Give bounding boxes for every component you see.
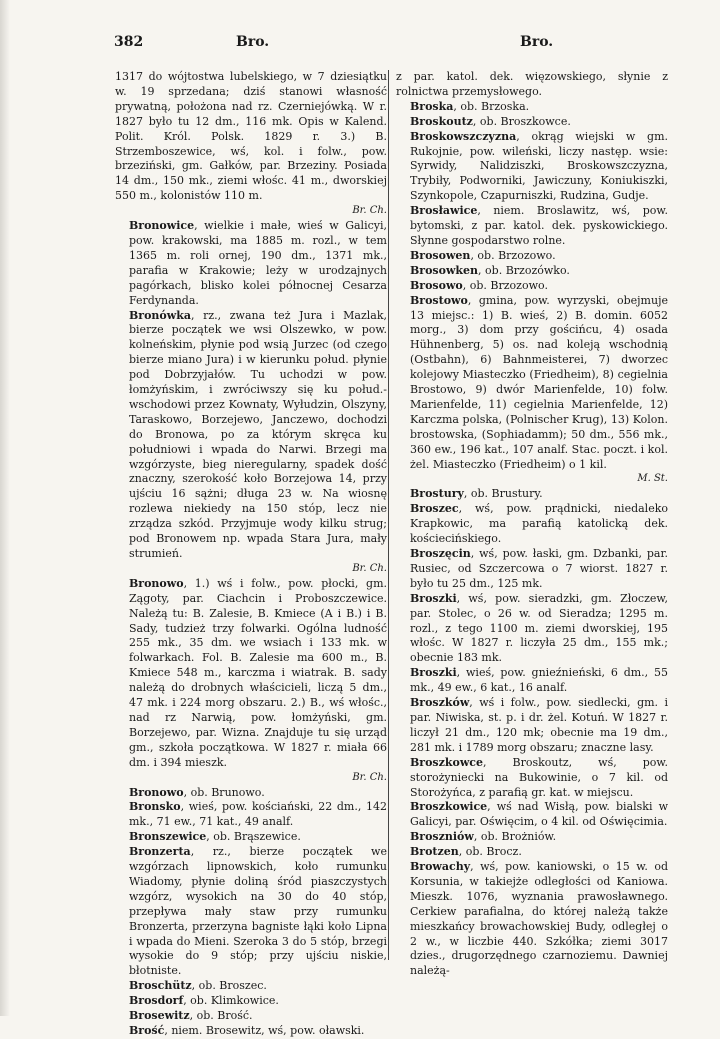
entry-headword: Brostury — [410, 487, 464, 501]
author-signature: M. St. — [637, 473, 668, 485]
entry-text: , ob. Brość. — [189, 1009, 253, 1023]
dictionary-entry — [115, 70, 387, 219]
entry-headword: Bronowo — [129, 576, 184, 590]
entry-text: , ob. Klimkowice. — [183, 994, 279, 1008]
dictionary-entry — [115, 1024, 387, 1039]
dictionary-entry — [396, 666, 668, 696]
entry-headword: Brosowken — [410, 263, 479, 277]
entry-text: , niem. Brosewitz, wś, pow. oławski. — [164, 1024, 365, 1037]
dictionary-entry — [396, 502, 668, 547]
dictionary-entry — [396, 487, 668, 502]
dictionary-entry — [115, 577, 387, 786]
entry-headword: Bronówka — [129, 308, 191, 322]
entry-headword: Brosławice — [410, 204, 478, 218]
page-number: 382 — [114, 34, 144, 50]
dictionary-entry — [115, 800, 387, 830]
entry-text: , ob. Brzozówko. — [478, 263, 570, 277]
entry-text: , wś, pow. łaski, gm. Dzbanki, par. Rusiec, od Szczercowa o 7 wiorst. 1827 r. było tu 25 dm., 125 mk. — [410, 547, 668, 590]
entry-text: , 1.) wś i folw., pow. płocki, gm. Zągoty, par. Ciachcin i Proboszczewice. Należą tu: B. Zalesie, B. Kmiece (A i B.) i B. Sady, tudzież trzy folwarki. Ogólna ludność 255 mk., 35 dm. we wsiach i 133 mk. w folwarkach. Fol. B. Zalesie ma 600 m., B. Kmiece 548 m., karczma i wiatrak. B. sady należą do drobnych właścicieli, liczą 5 dm., 47 mk. i 224 morg obszaru. 2.) B., wś włośc., nad rz Narwią, pow. łomżyński, gm. Borzejewo, par. Wizna. Znajduje tu się urząd gm., szkoła początkowa. W 1827 r. miała 66 dm. i 394 mieszk. — [129, 576, 387, 769]
entry-headword: Brosewitz — [129, 1009, 190, 1023]
entry-text: , niem. Broslawitz, wś, pow. bytomski, z par. katol. dek. pyskowickiego. Słynne gospodarstwo rolne. — [410, 204, 668, 247]
entry-headword: Broszec — [410, 502, 459, 516]
dictionary-entry — [115, 845, 387, 979]
entry-text: , wś, pow. prądnicki, niedaleko Krapkowic, ma parafią katolicką dek. kościecińskiego. — [410, 502, 668, 546]
left-column — [115, 70, 387, 1039]
dictionary-entry — [396, 547, 668, 592]
dictionary-entry — [396, 696, 668, 756]
entry-headword: Broszęcin — [410, 547, 471, 560]
dictionary-entry — [396, 294, 668, 488]
entry-headword: Broschütz — [129, 979, 192, 993]
dictionary-entry — [396, 100, 668, 115]
entry-headword: Broszków — [410, 696, 470, 710]
entry-text: 1317 do wójtostwa lubelskiego, w 7 dziesiątku w. 19 sprzedana; dziś stanowi własność prywatną, położona nad rz. Czerniejówką. W r. 1827 było tu 12 dm., 116 mk. Opis w Kalend. Polit. Król. Polsk. 1829 r. 3.) B. Strzemboszewice, wś, kol. i folw., pow. brzeziński, gm. Gałków, par. Brzeziny. Posiada 14 dm., 150 mk., ziemi włośc. 41 m., dworskiej 550 m., kolonistów 110 m. — [115, 70, 387, 203]
entry-headword: Brosowo — [410, 278, 463, 292]
dictionary-entry — [396, 592, 668, 667]
dictionary-entry — [115, 219, 387, 308]
dictionary-entry — [396, 860, 668, 979]
dictionary-entry — [396, 130, 668, 205]
page-edge-shadow — [0, 0, 10, 1016]
dictionary-entry — [396, 249, 668, 264]
entry-headword: Browachy — [410, 860, 471, 874]
dictionary-entry — [396, 279, 668, 294]
entry-text: , ob. Broszkowce. — [472, 114, 571, 128]
entry-text: , okrąg wiejski w gm. Rukojnie, pow. wileński, liczy następ. wsie: Syrwidy, Nalidziszki, Broskowszczyzna, Trybiły, Podworniki, Jawiczuny, Koniukiszki, Szynkopole, Czapurniszki, Rudzina, Gudje. — [410, 129, 668, 203]
entry-headword: Brosdorf — [129, 994, 184, 1008]
entry-headword: Broskowszczyzna — [410, 129, 517, 143]
entry-headword: Brotzen — [410, 845, 459, 859]
entry-headword: Bronsko — [129, 800, 181, 814]
entry-text: , ob. Brożniów. — [473, 830, 557, 844]
entry-text: , wś, pow. kaniowski, o 15 w. od Korsunia, w takiejże odległości od Kaniowa. Mieszk. 1076, wyznania prawosławnego. Cerkiew parafialna, do której należą także mieszkańcy browachowskiej Budy, odległej o 2 w., w liczbie 440. Szkółka; ziemi 3017 dzies., drugorzędnego czarnoziemu. Dawniej należą- — [410, 860, 668, 978]
dictionary-entry — [396, 70, 668, 100]
entry-text: , rz., zwana też Jura i Mazlak, bierze początek we wsi Olszewko, w pow. kolneńskim, płynie pod wsią Jurzec (od czego bierze miano Jura) i w kierunku połud. płynie pod Dobrzyjałów. Tu uchodzi w pow. łomżyńskim, i zwróciwszy się ku połud.-wschodowi przez Kownaty, Wyłudzin, Olszyny, Taraskowo, Borzejewo, Janczewo, dochodzi do Bronowa, po za którym skręca ku południowi i wpada do Narwi. Brzegi ma wzgórzyste, bieg nieregularny, spadek dość znaczny, szerokość koło Borzejowa 14, przy ujściu 16 sążni; długa 23 w. Na wiosnę rozlewa niekiedy na 150 stóp, lecz nie zrządza szkód. Przyjmuje wody kilku strug; pod Bronowem np. wpada Stara Jura, mały strumień. — [129, 308, 387, 560]
dictionary-entry — [115, 1009, 387, 1024]
entry-text: , wś, pow. sieradzki, gm. Złoczew, par. Stolec, o 26 w. od Sieradza; 1295 m. rozl., z tego 1100 m. ziemi dworskiej, 195 włośc. W 1827 r. liczyła 25 dm., 155 mk.; obecnie 183 mk. — [410, 591, 668, 665]
entry-headword: Brostowo — [410, 293, 468, 307]
entry-text: , gmina, pow. wyrzyski, obejmuje 13 miejsc.: 1) B. wieś, 2) B. domin. 6052 morg., 3) dom przy gościńcu, 4) osada Hühnenberg, 5) os. nad koleją wschodnią (Ostbahn), 6) Bahnmeisterei, 7) dworzec kolejowy Miasteczko (Friedheim), 8) cegielnia Brostowo, 9) dwór Marienfelde, 10) folw. Marienfelde, 11) cegielnia Marienfelde, 12) Karczma polska, (Polnischer Krug), 13) Kolon. brostowska, (Sophiadamm); 50 dm., 556 mk., 360 ew., 196 kat., 107 analf. Stac. poczt. i kol. żel. Miasteczko (Friedheim) o 1 kil. — [410, 293, 668, 471]
running-head-left: Bro. — [236, 34, 270, 50]
entry-headword: Broszkowce — [410, 755, 483, 769]
entry-headword: Broskoutz — [410, 114, 473, 128]
entry-text: , ob. Brzozowo. — [470, 248, 556, 262]
right-column — [396, 70, 668, 979]
entry-headword: Bronszewice — [129, 830, 207, 844]
entry-headword: Brość — [129, 1024, 165, 1037]
dictionary-entry — [115, 979, 387, 994]
entry-text: , ob. Brzoska. — [453, 99, 530, 113]
entry-text: , wś nad Wisłą, pow. bialski w Galicyi, par. Oświęcim, o 4 kil. od Oświęcimia. — [410, 800, 668, 829]
entry-headword: Bronzerta — [129, 845, 191, 859]
running-head-right: Bro. — [520, 34, 554, 50]
entry-text: , Broskoutz, wś, pow. storożyniecki na Bukowinie, o 7 kil. od Storożyńca, z parafią gr. kat. w miejscu. — [410, 755, 668, 799]
entry-headword: Bronowice — [129, 219, 195, 233]
entry-text: , wieś, pow. gnieźnieński, 6 dm., 55 mk., 49 ew., 6 kat., 16 analf. — [410, 666, 668, 695]
entry-text: , wieś, pow. kościański, 22 dm., 142 mk., 71 ew., 71 kat., 49 analf. — [129, 800, 387, 829]
entry-text: z par. katol. dek. więzowskiego, słynie z rolnictwa przemysłowego. — [396, 70, 668, 98]
dictionary-entry — [396, 756, 668, 801]
column-divider — [388, 70, 389, 960]
entry-headword: Broszniów — [410, 830, 474, 844]
entry-text: , wielkie i małe, wieś w Galicyi, pow. krakowski, ma 1885 m. rozl., w tem 1365 m. roli ornej, 190 dm., 1371 mk., parafia w Krakowie; leży w urodzajnych pagórkach, blisko kolei północnej Cesarza Ferdynanda. — [129, 219, 387, 307]
dictionary-entry — [396, 800, 668, 830]
dictionary-entry — [396, 115, 668, 130]
entry-headword: Brosowen — [410, 248, 471, 262]
entry-text: , ob. Brocz. — [458, 845, 522, 859]
dictionary-entry — [396, 845, 668, 860]
dictionary-entry — [396, 264, 668, 279]
dictionary-entry — [396, 204, 668, 249]
entry-text: , ob. Brzozowo. — [462, 278, 548, 292]
dictionary-entry — [115, 994, 387, 1009]
author-signature: Br. Ch. — [352, 205, 387, 217]
dictionary-entry — [115, 309, 387, 577]
entry-headword: Broszki — [410, 666, 457, 680]
entry-headword: Broszki — [410, 591, 457, 605]
entry-text: , ob. Brunowo. — [183, 785, 265, 799]
page-header — [114, 34, 670, 54]
dictionary-entry — [115, 786, 387, 801]
entry-text: , ob. Broszec. — [191, 979, 267, 993]
entry-text: , rz., bierze początek we wzgórzach lipnowskich, koło rumunku Wiadomy, płynie doliną śród piaszczystych wzgórz, wysokich na 30 do 40 stóp, przepływa mały staw przy rumunku Bronzerta, przerzyna bagniste łąki koło Lipna i wpada do Mieni. Szeroka 3 do 5 stóp, brzegi wysokie do 9 stóp; przy ujściu niskie, błotniste. — [129, 845, 387, 978]
author-signature: Br. Ch. — [352, 562, 387, 574]
dictionary-entry — [115, 830, 387, 845]
dictionary-entry — [396, 830, 668, 845]
entry-headword: Broszkowice — [410, 800, 488, 814]
entry-text: , ob. Brąszewice. — [206, 830, 301, 844]
author-signature: Br. Ch. — [352, 771, 387, 783]
entry-headword: Broska — [410, 99, 454, 113]
entry-text: , wś i folw., pow. siedlecki, gm. i par. Niwiska, st. p. i dr. żel. Kotuń. W 1827 r. liczył 21 dm., 120 mk; obecnie ma 19 dm., 281 mk. i 1789 morg obszaru; znaczne lasy. — [410, 696, 668, 754]
entry-headword: Bronowo — [129, 785, 184, 799]
entry-text: , ob. Brustury. — [463, 487, 543, 501]
